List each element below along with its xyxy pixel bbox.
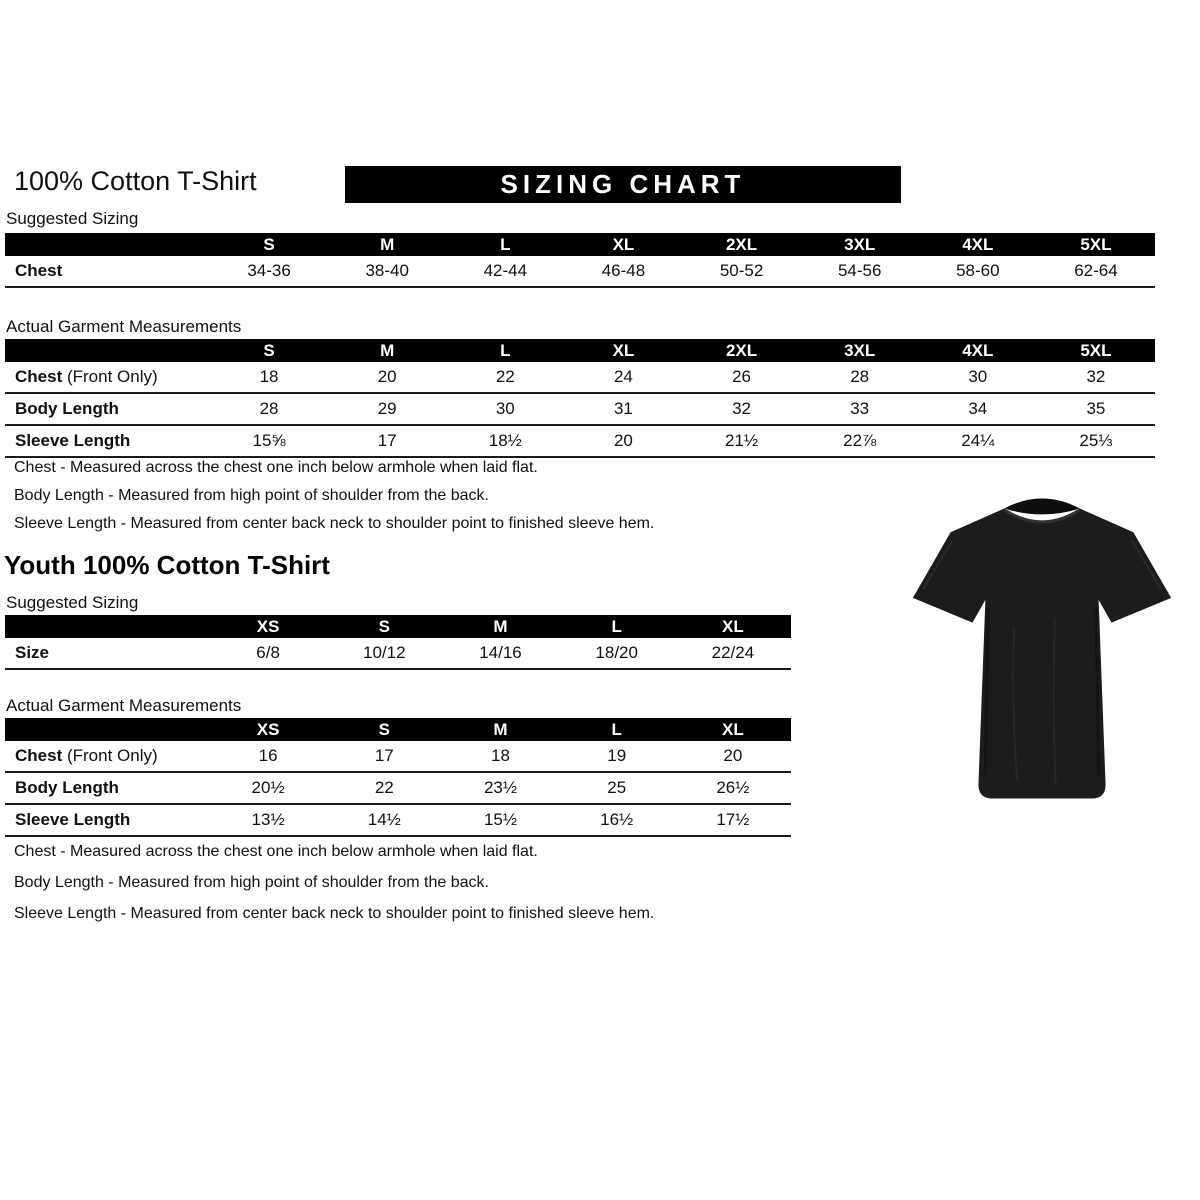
row-label: [5, 399, 210, 419]
cell-value: 15⅝: [252, 431, 286, 450]
cell-value: 31: [613, 399, 633, 418]
cell-value: 14½: [367, 810, 401, 829]
size-column-header: 5XL: [1080, 234, 1112, 254]
table-row: [5, 256, 1155, 288]
cell-value: 32: [1086, 367, 1106, 386]
note-sleeve-length: Sleeve Length - Measured from center back neck to shoulder point to finished sleeve hem.: [14, 905, 655, 922]
tshirt-graphic: [893, 476, 1191, 824]
tshirt-image: [893, 476, 1191, 824]
table-row: [5, 638, 791, 670]
cell-value: 29: [377, 399, 397, 418]
adult-actual-measurements-label: Actual Garment Measurements: [6, 317, 242, 336]
cell-value: 16½: [600, 810, 634, 829]
size-column-header: XS: [256, 616, 280, 636]
cell-value: 18/20: [595, 643, 638, 662]
cell-value: 28: [259, 399, 279, 418]
cell-value: 20: [613, 431, 633, 450]
youth-measurement-notes: [14, 843, 794, 936]
cell-value: 16: [258, 746, 278, 765]
note-chest: Chest - Measured across the chest one inch below armhole when laid flat.: [14, 843, 538, 860]
row-label: [5, 367, 210, 387]
cell-value: 21½: [725, 431, 759, 450]
youth-actual-measurements-table: [5, 718, 791, 837]
row-label-strong: Size: [15, 643, 50, 662]
adult-suggested-sizing-table: [5, 233, 1155, 288]
cell-value: 17: [374, 746, 394, 765]
size-column-header: S: [263, 234, 275, 254]
cell-value: 26½: [716, 778, 750, 797]
size-column-header: XL: [722, 719, 744, 739]
row-label-strong: Sleeve Length: [15, 810, 131, 829]
row-label-strong: Chest: [15, 367, 63, 386]
size-column-header: XL: [612, 340, 635, 360]
table-row: [5, 805, 791, 837]
cell-value: 17½: [716, 810, 750, 829]
table-header-row: [5, 339, 1155, 362]
cell-value: 58-60: [956, 261, 1000, 280]
cell-value: 22/24: [711, 643, 755, 662]
cell-value: 6/8: [256, 643, 280, 662]
page-title: 100% Cotton T-Shirt: [14, 166, 257, 196]
cell-value: 62-64: [1074, 261, 1118, 280]
table-row: [5, 426, 1155, 458]
size-column-header: 4XL: [962, 340, 994, 360]
row-label: [5, 810, 210, 830]
note-chest: Chest - Measured across the chest one inch below armhole when laid flat.: [14, 459, 538, 476]
size-column-header: XL: [612, 234, 635, 254]
size-column-header: S: [263, 340, 275, 360]
cell-value: 25: [607, 778, 627, 797]
size-column-header: 3XL: [844, 340, 876, 360]
cell-value: 20: [377, 367, 397, 386]
cell-value: 26: [732, 367, 752, 386]
row-label-suffix: (Front Only): [62, 746, 158, 765]
cell-value: 38-40: [365, 261, 409, 280]
size-column-header: L: [611, 719, 622, 739]
cell-value: 22⅞: [843, 431, 877, 450]
adult-measurement-notes: [14, 459, 794, 543]
size-column-header: 2XL: [725, 234, 758, 254]
adult-actual-measurements-table: [5, 339, 1155, 458]
row-label: [5, 746, 210, 766]
note-body-length: Body Length - Measured from high point of shoulder from the back.: [14, 487, 489, 504]
size-column-header: M: [493, 719, 508, 739]
youth-actual-measurements-label: Actual Garment Measurements: [6, 696, 242, 715]
row-label-strong: Body Length: [15, 778, 119, 797]
row-label: [5, 431, 210, 451]
cell-value: 42-44: [483, 261, 528, 280]
cell-value: 50-52: [719, 261, 764, 280]
size-column-header: XS: [256, 719, 280, 739]
size-column-header: 3XL: [844, 234, 876, 254]
cell-value: 22: [495, 367, 515, 386]
table-row: [5, 773, 791, 805]
note-sleeve-length: Sleeve Length - Measured from center back neck to shoulder point to finished sleeve hem.: [14, 515, 655, 532]
youth-suggested-sizing-label: Suggested Sizing: [6, 593, 139, 612]
size-column-header: S: [378, 616, 390, 636]
size-column-header: XL: [722, 616, 744, 636]
cell-value: 19: [607, 746, 627, 765]
table-row: [5, 362, 1155, 394]
table-header-row: [5, 233, 1155, 256]
table-row: [5, 741, 791, 773]
cell-value: 17: [377, 431, 397, 450]
cell-value: 14/16: [479, 643, 522, 662]
cell-value: 34: [968, 399, 988, 418]
youth-section-title: Youth 100% Cotton T-Shirt: [4, 550, 330, 580]
row-label: [5, 778, 210, 798]
size-column-header: L: [500, 340, 511, 360]
cell-value: 32: [732, 399, 752, 418]
cell-value: 23½: [483, 778, 518, 797]
size-column-header: S: [378, 719, 390, 739]
size-column-header: L: [500, 234, 511, 254]
cell-value: 10/12: [363, 643, 406, 662]
youth-suggested-sizing-table: [5, 615, 791, 670]
size-column-header: L: [611, 616, 622, 636]
row-label: [5, 261, 210, 281]
cell-value: 30: [495, 399, 515, 418]
table-header-row: [5, 718, 791, 741]
cell-value: 18½: [488, 431, 522, 450]
note-body-length: Body Length - Measured from high point of shoulder from the back.: [14, 874, 489, 891]
cell-value: 20: [723, 746, 743, 765]
row-label-strong: Chest: [15, 746, 63, 765]
size-column-header: M: [493, 616, 508, 636]
cell-value: 30: [968, 367, 988, 386]
table-row: [5, 394, 1155, 426]
cell-value: 35: [1086, 399, 1106, 418]
cell-value: 13½: [251, 810, 285, 829]
cell-value: 25⅓: [1079, 431, 1113, 450]
row-label-strong: Body Length: [15, 399, 119, 418]
size-column-header: M: [380, 340, 395, 360]
cell-value: 15½: [483, 810, 518, 829]
cell-value: 24: [613, 367, 633, 386]
cell-value: 46-48: [601, 261, 646, 280]
row-label-strong: Sleeve Length: [15, 431, 131, 450]
size-column-header: 5XL: [1080, 340, 1112, 360]
size-column-header: 2XL: [725, 340, 758, 360]
cell-value: 34-36: [247, 261, 291, 280]
row-label-suffix: (Front Only): [62, 367, 158, 386]
cell-value: 20½: [251, 778, 285, 797]
cell-value: 18: [259, 367, 279, 386]
adult-suggested-sizing-label: Suggested Sizing: [6, 209, 139, 228]
cell-value: 22: [374, 778, 394, 797]
size-column-header: 4XL: [962, 234, 994, 254]
cell-value: 54-56: [837, 261, 882, 280]
cell-value: 28: [850, 367, 870, 386]
size-column-header: M: [380, 234, 395, 254]
sizing-chart-banner: SIZING CHART: [345, 166, 901, 203]
row-label-strong: Chest: [15, 261, 63, 280]
cell-value: 33: [850, 399, 870, 418]
row-label: [5, 643, 210, 663]
cell-value: 24¼: [961, 431, 995, 450]
table-header-row: [5, 615, 791, 638]
cell-value: 18: [491, 746, 510, 765]
